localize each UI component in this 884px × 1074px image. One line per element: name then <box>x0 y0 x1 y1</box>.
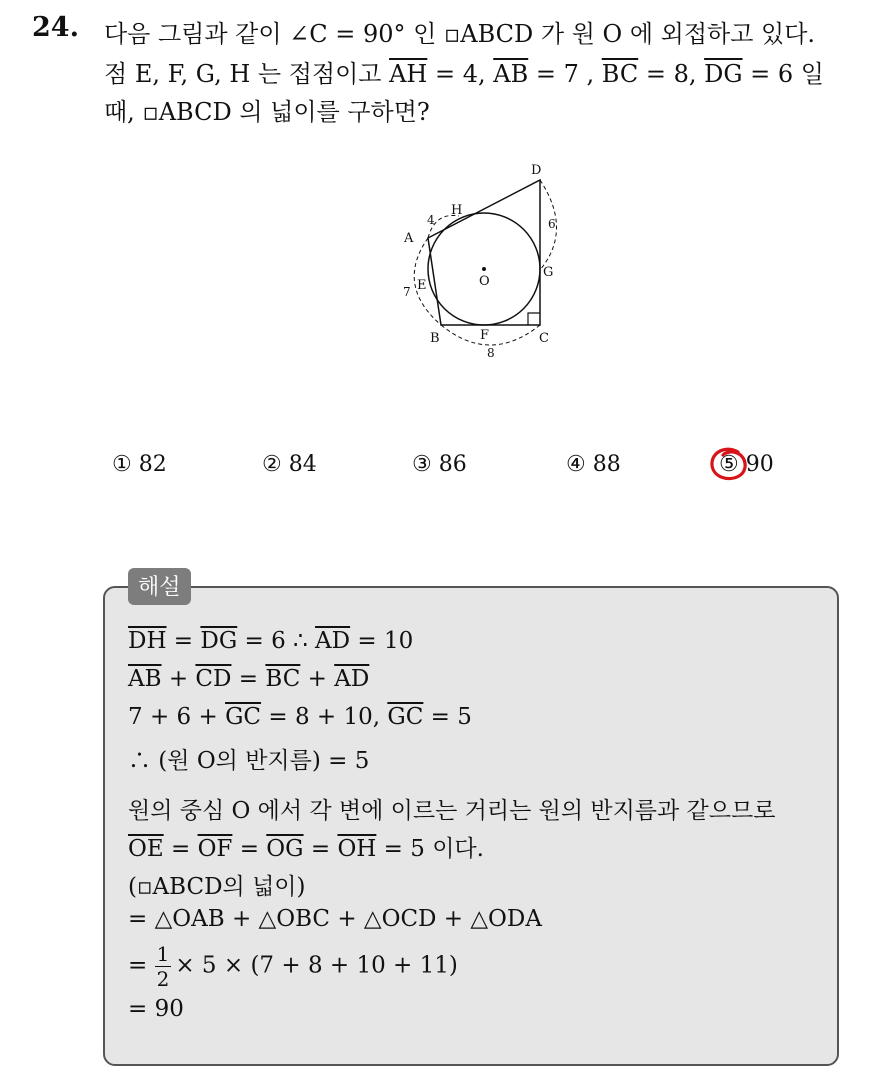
label-D: D <box>531 163 542 178</box>
choice-3[interactable]: ③ 86 <box>412 452 467 477</box>
label-G: G <box>543 265 554 280</box>
choice-4[interactable]: ④ 88 <box>566 452 621 477</box>
fraction-one-half: $\frac{1}{2}$ <box>156 942 170 991</box>
right-angle-mark <box>528 313 540 325</box>
solution-tab: 해설 <box>128 568 191 605</box>
label-O: O <box>479 274 490 289</box>
arc-bc-8 <box>441 325 540 345</box>
solution-box <box>103 586 839 1066</box>
label-A: A <box>404 231 414 246</box>
quadrilateral-abcd <box>428 180 540 325</box>
question-line-3: 때, ▫ABCD 의 넓이를 구하면? <box>104 98 430 126</box>
solution-line-1: $\overline{DH} = \overline{DG} = 6$ ∴ $\overline{AD} = 10$ <box>128 628 414 654</box>
question-number: 24. <box>32 12 79 43</box>
question-line-2: 점 E, F, G, H 는 접점이고 $\overline{AH} = 4$, $\overline{AB} = 7$ , $\overline{BC} = 8$, $\overline{DG} = 6$ 일 <box>104 60 824 88</box>
choice-1[interactable]: ① 82 <box>112 452 167 477</box>
length-dg: 6 <box>548 217 556 231</box>
label-H: H <box>451 203 463 218</box>
solution-line-4: ∴ (원 O의 반지름) = 5 <box>128 748 370 774</box>
length-ab: 7 <box>403 285 411 299</box>
question-line-1: 다음 그림과 같이 ∠C = 90° 인 ▫ABCD 가 원 O 에 외접하고 있다. <box>104 20 816 48</box>
solution-line-6: $\overline{OE} = \overline{OF} = \overline{OG} = \overline{OH} = 5$ 이다. <box>128 836 484 862</box>
answer-circle-mark <box>708 446 750 484</box>
solution-line-5: 원의 중심 O 에서 각 변에 이르는 거리는 원의 반지름과 같으므로 <box>128 798 776 824</box>
center-point <box>482 267 486 271</box>
label-B: B <box>430 331 440 346</box>
solution-line-7: (▫ABCD의 넓이) <box>128 874 306 900</box>
length-bc: 8 <box>487 346 495 360</box>
label-C: C <box>539 331 549 346</box>
solution-line-3: $7 + 6 + \overline{GC} = 8 + 10$, $\overline{GC} = 5$ <box>128 704 472 730</box>
solution-line-9: = $\frac{1}{2}$ × 5 × (7 + 8 + 10 + 11) <box>128 942 458 991</box>
geometry-figure <box>395 160 575 370</box>
choice-5[interactable]: ⑤ 90 <box>719 452 774 477</box>
label-F: F <box>480 328 490 343</box>
solution-line-2: $\overline{AB} + \overline{CD} = \overline{BC} + \overline{AD}$ <box>128 666 370 692</box>
label-E: E <box>417 278 427 293</box>
solution-line-10: = 90 <box>128 996 184 1022</box>
solution-line-8: = △OAB + △OBC + △OCD + △ODA <box>128 906 542 932</box>
length-ah: 4 <box>427 213 435 227</box>
choice-2[interactable]: ② 84 <box>262 452 317 477</box>
